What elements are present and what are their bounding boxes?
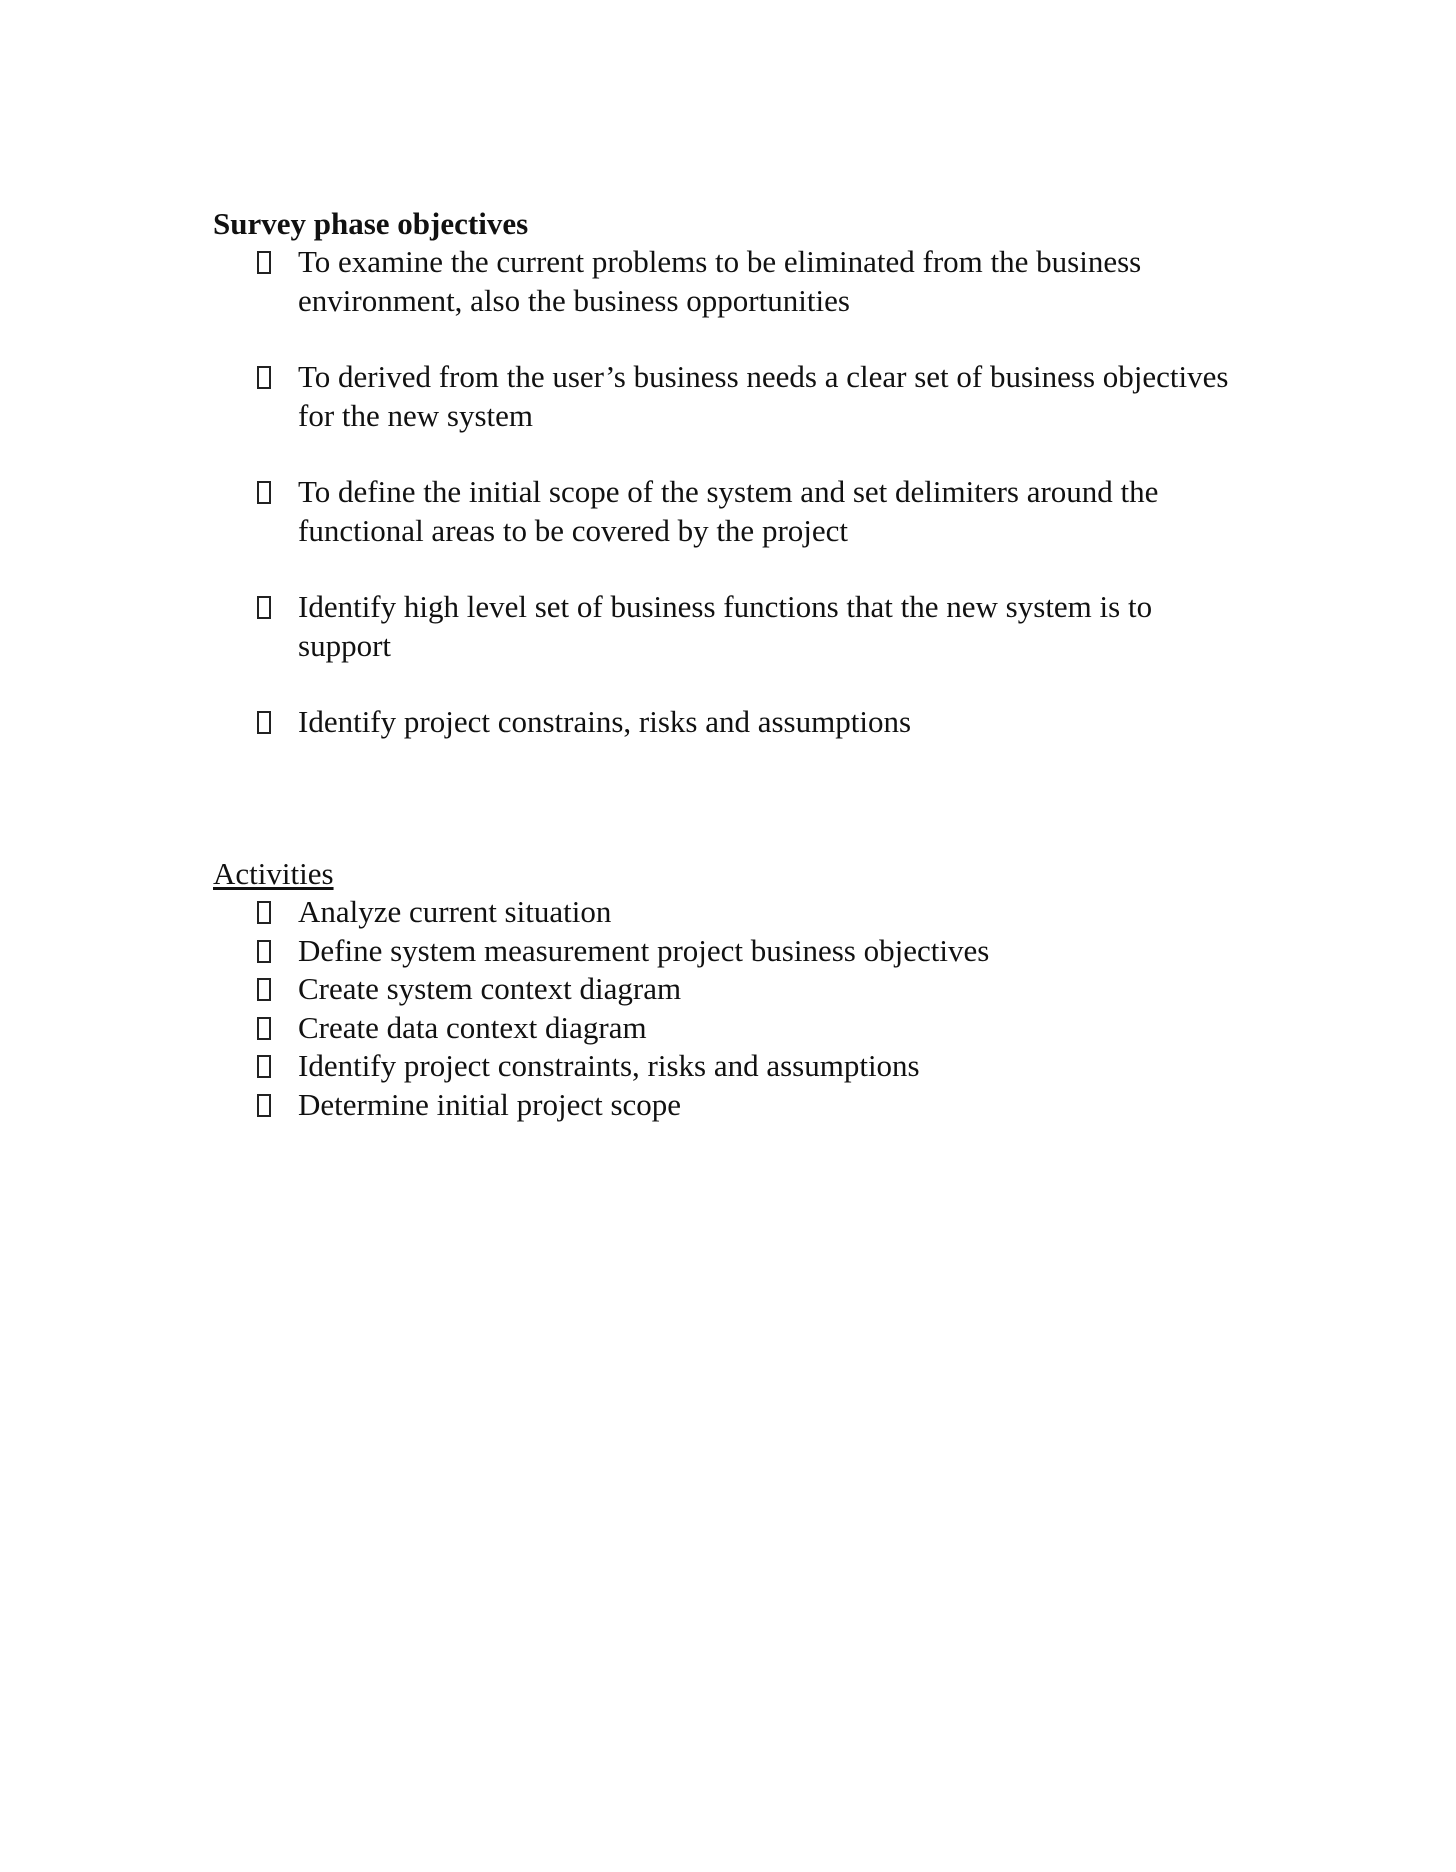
list-item (213, 703, 1233, 742)
list-item (213, 1047, 1233, 1086)
list-item-text: Define system measurement project business objectives (298, 932, 990, 968)
bullet-box-icon (257, 251, 271, 274)
list-item-text: To define the initial scope of the system and set delimiters around the functional areas to be covered by the project (298, 474, 1159, 548)
list-item (213, 932, 1233, 971)
objectives-section (213, 205, 1233, 780)
list-item-text: Create data context diagram (298, 1009, 647, 1045)
objectives-list (213, 243, 1233, 742)
activities-heading: Activities (213, 856, 334, 891)
bullet-box-icon (257, 1055, 271, 1078)
bullet-box-icon (257, 481, 271, 504)
bullet-box-icon (257, 1017, 271, 1040)
list-item-text: Analyze current situation (298, 894, 612, 929)
list-item-text: To examine the current problems to be eliminated from the business environment, also the business opportunities (298, 244, 1142, 318)
list-item (213, 893, 1233, 932)
bullet-box-icon (257, 366, 271, 389)
list-item (213, 970, 1233, 1009)
bullet-box-icon (257, 901, 271, 924)
list-item-text: To derived from the user’s business needs a clear set of business objectives for the new system (298, 359, 1229, 433)
list-item (213, 473, 1233, 550)
activities-section (213, 855, 1233, 1124)
list-item (213, 588, 1233, 665)
bullet-box-icon (257, 711, 271, 734)
objectives-heading: Survey phase objectives (213, 206, 529, 241)
list-item-text: Identify high level set of business functions that the new system is to support (298, 589, 1153, 663)
list-item (213, 1086, 1233, 1125)
list-item (213, 1009, 1233, 1048)
list-item-text: Determine initial project scope (298, 1086, 682, 1122)
list-item (213, 243, 1233, 320)
bullet-box-icon (257, 978, 271, 1001)
list-item-text: Create system context diagram (298, 971, 682, 1006)
list-item-text: Identify project constraints, risks and assumptions (298, 1048, 920, 1083)
activities-list (213, 893, 1233, 1124)
bullet-box-icon (257, 596, 271, 619)
list-item-text: Identify project constrains, risks and assumptions (298, 704, 912, 739)
bullet-box-icon (257, 1094, 271, 1117)
bullet-box-icon (257, 940, 271, 963)
list-item (213, 358, 1233, 435)
